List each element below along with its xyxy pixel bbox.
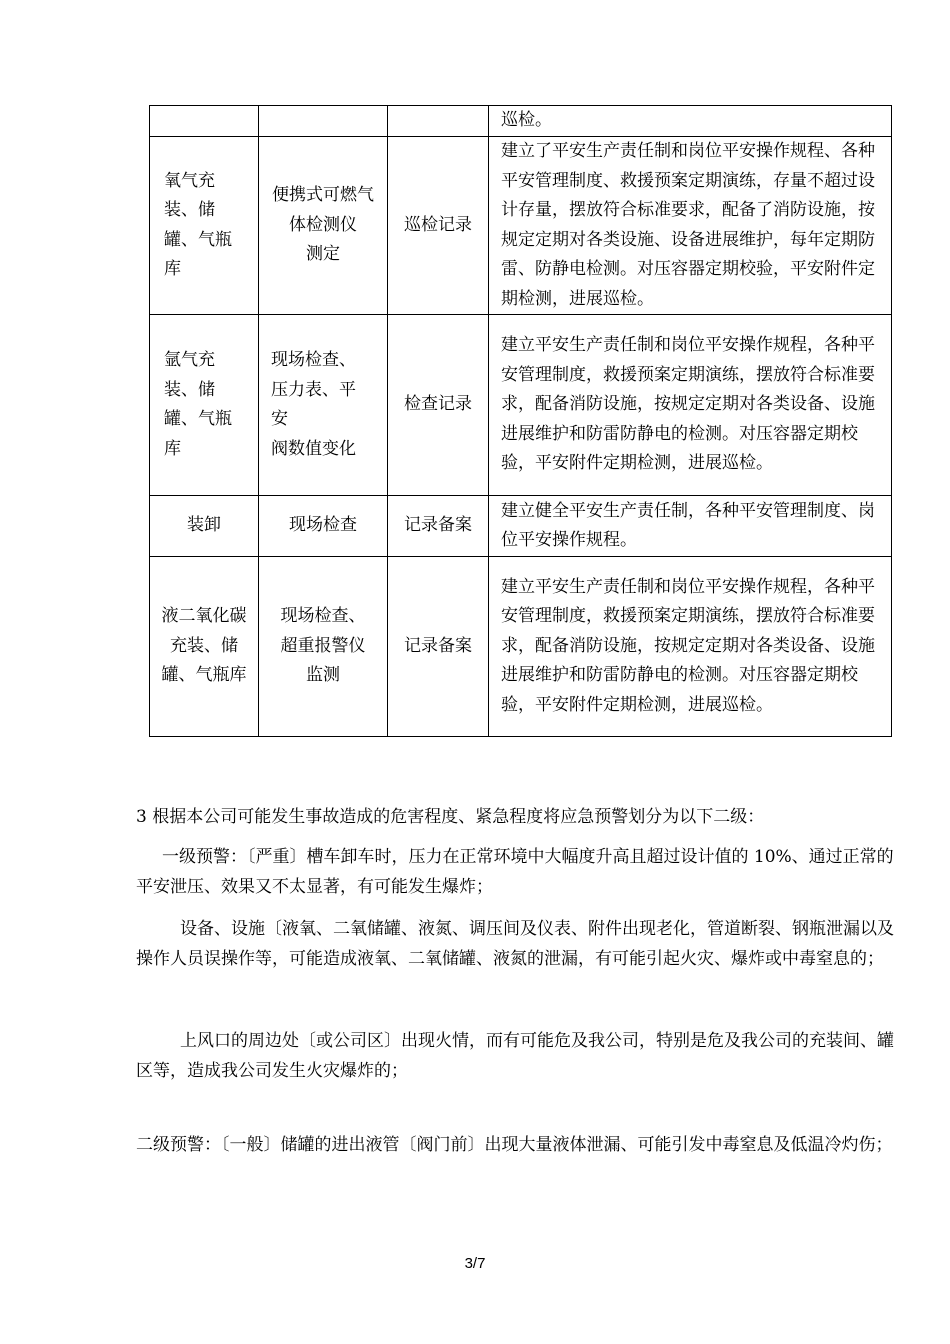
cell-measures: 建立健全平安生产责任制，各种平安管理制度、岗位平安操作规程。 [489, 496, 892, 557]
paragraph-warning-levels: 3 根据本公司可能发生事故造成的危害程度、紧急程度将应急预警划分为以下二级： [136, 807, 765, 827]
table-row [150, 137, 892, 315]
cell-location: 装卸 [150, 496, 259, 557]
cell-method: 现场检查、 压力表、平 安 阀数值变化 [259, 315, 388, 496]
paragraph-equipment: 设备、设施〔液氧、二氧储罐、液氮、调压间及仪表、附件出现老化，管道断裂、钢瓶泄漏以及操作人员误操作等，可能造成液氧、二氧储罐、液氮的泄漏，有可能引起火灾、爆炸或中毒窒息的； [136, 919, 894, 969]
cell-record: 记录备案 [388, 496, 489, 557]
cell-location: 氩气充 装、储 罐、气瓶 库 [150, 315, 259, 496]
cell-method: 便携式可燃气 体检测仪 测定 [259, 137, 388, 315]
cell-method: 现场检查 [259, 496, 388, 557]
paragraph-level-one: 一级预警：〔严重〕槽车卸车时，压力在正常环境中大幅度升高且超过设计值的 10%、通过正常的平安泄压、效果又不太显著，有可能发生爆炸； [136, 847, 894, 897]
cell-record: 检查记录 [388, 315, 489, 496]
cell-measures: 巡检。 [489, 106, 892, 137]
cell-measures: 建立平安生产责任制和岗位平安操作规程，各种平安管理制度，救援预案定期演练，摆放符合标准要求，配备消防设施，按规定定期对各类设备、设施进展维护和防雷防静电的检测。对压容器定期校验，平安附件定期检测，进展巡检。 [489, 557, 892, 737]
cell-location: 液二氧化碳 充装、储 罐、气瓶库 [150, 557, 259, 737]
cell-record: 记录备案 [388, 557, 489, 737]
cell-record: 巡检记录 [388, 137, 489, 315]
cell-method: 现场检查、 超重报警仪 监测 [259, 557, 388, 737]
cell-method [259, 106, 388, 137]
table-row [150, 315, 892, 496]
paragraph-level-two: 二级预警：〔一般〕储罐的进出液管〔阀门前〕出现大量液体泄漏、可能引发中毒窒息及低温冷灼伤； [136, 1135, 893, 1155]
cell-measures: 建立了平安生产责任制和岗位平安操作规程、各种平安管理制度、救援预案定期演练，存量不超过设计存量，摆放符合标准要求，配备了消防设施，按规定定期对各类设施、设备进展维护，每年定期防雷、防静电检测。对压容器定期校验，平安附件定期检测，进展巡检。 [489, 137, 892, 315]
hazard-table [149, 105, 892, 737]
table-row [150, 496, 892, 557]
paragraph-fire: 上风口的周边处〔或公司区〕出现火情，而有可能危及我公司，特别是危及我公司的充装间、罐区等，造成我公司发生火灾爆炸的； [136, 1031, 894, 1081]
table-row [150, 557, 892, 737]
page-number: 3/7 [464, 1255, 486, 1272]
table-row [150, 106, 892, 137]
cell-location [150, 106, 259, 137]
cell-measures: 建立平安生产责任制和岗位平安操作规程，各种平安管理制度，救援预案定期演练，摆放符合标准要求，配备消防设施，按规定定期对各类设备、设施进展维护和防雷防静电的检测。对压容器定期校验，平安附件定期检测，进展巡检。 [489, 315, 892, 496]
cell-location: 氧气充 装、储 罐、气瓶 库 [150, 137, 259, 315]
cell-record [388, 106, 489, 137]
